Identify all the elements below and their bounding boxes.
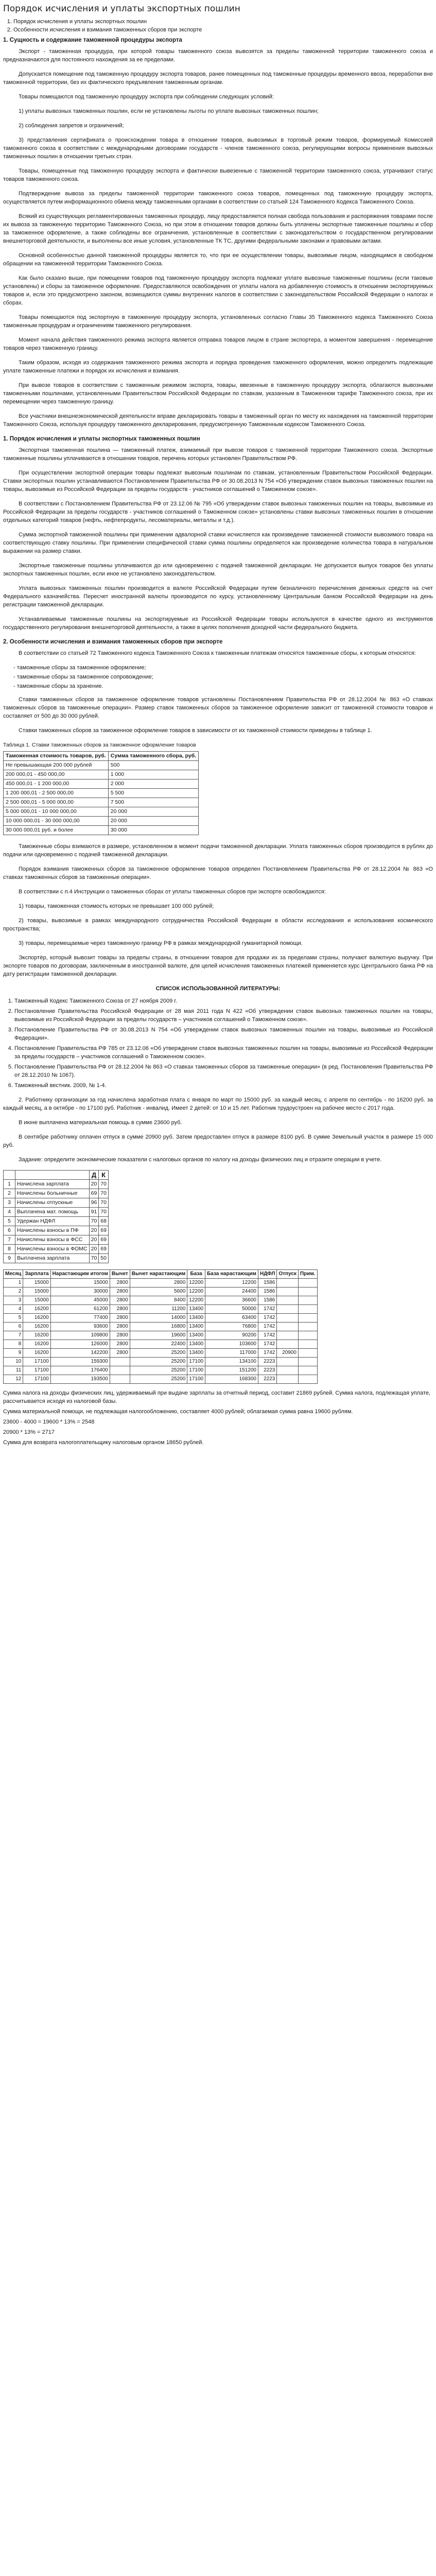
paragraph: В соответствии с п.4 Инструкции о таможенных сборах от уплаты таможенных сборов при экспорте освобождаются: (19, 889, 326, 895)
table-cell: 193500 (50, 1375, 110, 1384)
table-cell: 17100 (187, 1375, 205, 1384)
table-row (4, 779, 199, 789)
table-cell: 1 (4, 1279, 23, 1287)
table-cell: 16200 (23, 1314, 50, 1323)
table-cell: 70 (99, 1189, 109, 1198)
paragraph: 2) товары, вывозимые в рамках международного сотрудничества Российской Федерации в области исследования и использования космического пространства; (3, 918, 433, 932)
table-cell: 1742 (258, 1323, 276, 1331)
table-cell: 126000 (50, 1340, 110, 1349)
table-cell: 7 (4, 1331, 23, 1340)
table-cell (277, 1287, 299, 1296)
paragraph: Сумма экспортной таможенной пошлины при применении адвалорной ставки исчисляется как произведение таможенной стоимости вывозимого товара на соответствующую ставку пошлины. При применении специфической ставки сумма пошлины определяется как произведение количества товара в натуральном выражении на размер ставки. (3, 532, 433, 554)
table-cell (298, 1375, 317, 1384)
salary-calculation-table (3, 1269, 318, 1384)
paragraph: Таким образом, исходя из содержания таможенного режима экспорта и порядка проведения таможенного оформления, можно определить подлежащие уплате таможенные платежи и порядок их исчисления и взимания. (3, 360, 433, 374)
table-cell: 8400 (130, 1296, 187, 1305)
table-cell: 7 (4, 1235, 15, 1245)
table-cell: 76800 (205, 1323, 258, 1331)
column-header: Вычет (110, 1270, 130, 1279)
table-cell: 90200 (205, 1331, 258, 1340)
table-cell: 450 000,01 - 1 200 000,00 (4, 779, 109, 789)
table-cell: 2800 (110, 1323, 130, 1331)
table-cell: 3 (4, 1198, 15, 1208)
table-cell: Начислены отпускные (15, 1198, 90, 1208)
table-row (4, 1358, 318, 1366)
table-cell: 9 (4, 1349, 23, 1358)
paragraph: Товары помещаются под таможенную процедуру экспорта при соблюдении следующих условий: (19, 94, 274, 100)
table-cell: 1 200 000,01 - 2 500 000,00 (4, 789, 109, 798)
table-row (4, 798, 199, 807)
table-cell: 16800 (130, 1323, 187, 1331)
table-cell: 12 (4, 1375, 23, 1384)
table-cell (277, 1279, 299, 1287)
table-row (4, 1235, 109, 1245)
table-cell: 70 (89, 1254, 99, 1263)
table-row (4, 1287, 318, 1296)
table-cell: 30000 (50, 1287, 110, 1296)
paragraph: Ставки таможенных сборов за таможенное оформление товаров в зависимости от их таможенной стоимости приведены в таблице 1. (19, 727, 372, 734)
column-header: НДФЛ (258, 1270, 276, 1279)
table-cell: 69 (89, 1189, 99, 1198)
paragraph: 1) товары, таможенная стоимость которых не превышает 100 000 рублей; (19, 903, 214, 909)
toc-item[interactable]: 2. Особенности исчисления и взимания таможенных сборов при экспорте (13, 26, 433, 34)
table-cell: 61200 (50, 1305, 110, 1314)
table-cell (277, 1323, 299, 1331)
table-cell: 2223 (258, 1375, 276, 1384)
paragraph: Товары, помещенные под таможенную процедуру экспорта и фактически вывезенные с таможенной территории таможенного союза, утрачивают статус товаров таможенного союза. (3, 168, 433, 182)
table-cell: 17100 (23, 1375, 50, 1384)
table-caption: Таблица 1. Ставки таможенных сборов за таможенное оформление товаров (3, 742, 196, 748)
table-cell: 25200 (130, 1358, 187, 1366)
paragraph: При осуществлении экспортной операции товары подлежат вывозным пошлинам по ставкам, установленным Правительством Российской Федерации. Ставки экспортных пошлин устанавливаются Постановлением Правительства РФ от 30.08.2013 N 754 «Об утверждении ставок вывозных таможенных пошлин на товары, вывозимые из Российской Федерации за пределы государств - участников соглашений о Таможенном союзе». (3, 470, 433, 493)
table-cell (298, 1305, 317, 1314)
paragraph: При вывозе товаров в соответствии с таможенным режимом экспорта, товары, ввезенные в таможенную процедуру экспорта, облагаются вывозными таможенными пошлинами, установленными Правительством Российской Федерации по ставкам, указанным в Таможенном тарифе Таможенного союза, при их перемещении через таможенную границу. (3, 382, 433, 405)
table-cell (298, 1340, 317, 1349)
table-cell: 2800 (110, 1349, 130, 1358)
paragraph: Экспортные таможенные пошлины уплачиваются до или одновременно с подачей таможенной декларации. Не допускается выпуск товаров без уплаты экспортных таможенных пошлин, если иное не установлено законодательством. (3, 563, 433, 577)
table-cell: 2 000 (108, 779, 198, 789)
table-cell: 30 000 000,01 руб. и более (4, 826, 109, 835)
table-cell (298, 1366, 317, 1375)
table-row (4, 1349, 318, 1358)
table-cell (298, 1323, 317, 1331)
table-cell (298, 1287, 317, 1296)
table-cell: 12200 (187, 1296, 205, 1305)
paragraph: В сентябре работнику оплачен отпуск в сумме 20900 руб. Затем предоставлен отпуск в размере 8100 руб. В сумме Земельный участок в размере 15 000 руб. (3, 1134, 433, 1148)
table-cell: 17100 (187, 1358, 205, 1366)
table-cell: 500 (108, 761, 198, 770)
paragraph: Экспорт - таможенная процедура, при которой товары таможенного союза вывозятся за пределы таможенной территории таможенного союза и предназначаются для постоянного нахождения за ее пределами. (3, 48, 433, 63)
table-row (4, 826, 199, 835)
list-item: 5. Постановление Правительства РФ от 28.12.2004 № 863 «О ставках таможенных сборов за таможенные операции» (в ред. Постановления Правительства РФ от 28.12.2010 № 1067). (14, 1063, 433, 1079)
table-cell: 15000 (50, 1279, 110, 1287)
toc-item[interactable]: 1. Порядок исчисления и уплаты экспортных пошлин (13, 18, 433, 26)
table-cell: 12200 (187, 1279, 205, 1287)
paragraph: Таможенные сборы взимаются в размере, установленном в момент подачи таможенной декларации. Уплата таможенных сборов производится в рублях до подачи или одновременно с подачей таможенной декларации. (3, 843, 433, 858)
table-cell: 13400 (187, 1305, 205, 1314)
table-cell: 17100 (23, 1358, 50, 1366)
column-header: Вычет нарастающим (130, 1270, 187, 1279)
table-cell: 2223 (258, 1358, 276, 1366)
table-cell: 2 (4, 1287, 23, 1296)
accounting-entries-table (3, 1170, 109, 1263)
column-header: К (99, 1171, 109, 1180)
table-cell: 25200 (130, 1375, 187, 1384)
table-cell: 2800 (110, 1340, 130, 1349)
table-cell: 16200 (23, 1349, 50, 1358)
table-cell: 2800 (110, 1314, 130, 1323)
table-row (4, 1198, 109, 1208)
table-row (4, 1217, 109, 1226)
table-header-row (4, 1270, 318, 1279)
table-cell: 117000 (205, 1349, 258, 1358)
paragraph: В соответствии с Постановлением Правительства РФ от 23.12.06 № 795 «Об утверждении ставок вывозных таможенных пошлин на товары, вывозимые из Российской Федерации за пределы государств - участников соглашений о Таможенном союзе» установлены ставки вывозных таможенных пошлин в отношении отдельных категорий товаров (нефть, нефтепродукты, лесоматериалы, металлы и т.д.). (3, 501, 433, 523)
calculation-line: 23600 - 4000 = 19600 * 13% = 2548 (3, 1419, 95, 1425)
table-row (4, 1305, 318, 1314)
table-cell: 30 000 (108, 826, 198, 835)
table-cell (277, 1314, 299, 1323)
table-cell: 3 (4, 1296, 23, 1305)
table-cell: 70 (89, 1217, 99, 1226)
table-cell: 77400 (50, 1314, 110, 1323)
page-title: Порядок исчисления и уплаты экспортных пошлин (3, 4, 240, 14)
calculation-line: Сумма материальной помощи, не подлежащая налогообложению, составляет 4000 рублей; облагаемая сумма равна 19600 рублям. (3, 1409, 353, 1415)
table-cell (298, 1279, 317, 1287)
table-cell: 1 000 (108, 770, 198, 779)
table-cell: 168300 (205, 1375, 258, 1384)
paragraph: Ставки таможенных сборов за таможенное оформление товаров установлены Постановлением Правительства РФ от 28.12.2004 № 863 «О ставках таможенных сборов за таможенные операции». Размер ставок таможенных сборов за таможенное оформление зависит от таможенной стоимости товаров и составляет от 500 до 30 000 рублей. (3, 697, 433, 719)
column-header: Прим. (298, 1270, 317, 1279)
table-cell: 5 (4, 1217, 15, 1226)
table-row (4, 1180, 109, 1189)
table-cell: 15000 (23, 1287, 50, 1296)
paragraph: Уплата вывозных таможенных пошлин производится в валюте Российской Федерации путем безналичного перечисления денежных средств на счет Федерального казначейства. Пересчет иностранной валюты производится по курсу, установленному Центральным банком Российской Федерации на день регистрации таможенной декларации. (3, 585, 433, 608)
table-cell: 6 (4, 1226, 15, 1235)
table-cell: 1586 (258, 1296, 276, 1305)
section-heading: 1. Сущность и содержание таможенной процедуры экспорта (3, 37, 182, 43)
table-cell: 103600 (205, 1340, 258, 1349)
table-cell: 11200 (130, 1305, 187, 1314)
paragraph: 3) товары, перемещаемые через таможенную границу РФ в рамках международной гуманитарной помощи. (19, 940, 303, 946)
table-cell (277, 1305, 299, 1314)
table-cell: 1742 (258, 1340, 276, 1349)
table-cell: 20 000 (108, 817, 198, 826)
table-row (4, 1279, 318, 1287)
table-row (4, 807, 199, 817)
list-item: 4. Постановление Правительства РФ 785 от 23.12.06 «Об утверждении ставок вывозных таможенных пошлин на товары, вывозимые из Российской Федерации за пределы государств – участников соглашений о Таможенном союзе». (14, 1044, 433, 1061)
list-item: 6. Таможенный вестник. 2009, № 1-4. (14, 1081, 433, 1090)
table-cell (277, 1340, 299, 1349)
table-cell: 20 (89, 1180, 99, 1189)
table-cell: 1742 (258, 1305, 276, 1314)
column-header: Сумма таможенного сбора, руб. (108, 752, 198, 761)
list-item: 1. Таможенный Кодекс Таможенного Союза от 27 ноября 2009 г. (14, 997, 433, 1005)
paragraph: 2. Работнику организации за год начислена заработная плата с января по март по 15000 руб. за каждый месяц, с апреля по сентябрь - по 16200 руб. за каждый месяц, а в октябре - по 17100 руб. Работник - инвалид. Имеет 2 детей: от 10 и 15 лет. Работник трудоустроен на рабочее место с 2017 года. (3, 1097, 433, 1111)
column-header (4, 1171, 15, 1180)
table-cell: 63400 (205, 1314, 258, 1323)
table-cell: 2 500 000,01 - 5 000 000,00 (4, 798, 109, 807)
table-of-contents (13, 18, 433, 34)
table-cell: 2800 (130, 1279, 187, 1287)
table-cell: 2800 (110, 1331, 130, 1340)
table-cell: 70 (99, 1208, 109, 1217)
table-row (4, 1340, 318, 1349)
table-cell (298, 1314, 317, 1323)
table-cell: 10 (4, 1358, 23, 1366)
table-cell (298, 1358, 317, 1366)
table-cell: 50 (99, 1254, 109, 1263)
table-cell: 14000 (130, 1314, 187, 1323)
table-cell: 16200 (23, 1331, 50, 1340)
table-cell: 5600 (130, 1287, 187, 1296)
table-cell: 69 (99, 1245, 109, 1254)
table-cell: 20 (89, 1235, 99, 1245)
paragraph: Задание: определите экономические показатели с налоговых органов по налогу на доходы физических лиц и отразите операции в учете. (19, 1157, 382, 1163)
literature-list (14, 997, 433, 1090)
calculation-line: Сумма для возврата налогоплательщику налоговым органом 18650 рублей. (3, 1439, 204, 1446)
paragraph: Порядок взимания таможенных сборов за таможенное оформление товаров определен Постановлением Правительства РФ от 28.12.2004 № 863 «О ставках таможенных сборов за таможенные операции». (3, 866, 433, 880)
table-cell: 13400 (187, 1340, 205, 1349)
table-cell: 2800 (110, 1296, 130, 1305)
table-cell (277, 1331, 299, 1340)
paragraph: Подтверждение вывоза за пределы таможенной территории таможенного союза товаров, помещенных под таможенную процедуру экспорта, осуществляется путем информационного обмена между таможенными органами в соответствии со статьей 124 Таможенного Кодекса Таможенного Союза. (3, 191, 433, 205)
paragraph: 2) соблюдения запретов и ограничений; (19, 123, 124, 129)
table-cell: 12200 (187, 1287, 205, 1296)
table-cell (277, 1366, 299, 1375)
table-cell: 25200 (130, 1349, 187, 1358)
table-cell: 5 (4, 1314, 23, 1323)
list-item: - таможенные сборы за таможенное сопровождение; (13, 674, 153, 680)
table-row (4, 770, 199, 779)
table-cell: 8 (4, 1340, 23, 1349)
table-row (4, 1189, 109, 1198)
list-item: - таможенные сборы за хранение. (13, 683, 103, 689)
column-header: Д (89, 1171, 99, 1180)
paragraph: Экспортёр, который вывозит товары за пределы страны, в отношении товаров для продажи их за пределами страны, получают валютную выручку. При экспорте товаров по договорам, заключенным в иностранной валюте, для целей исчисления таможенных платежей применяется курс Центрального банка РФ на дату регистрации таможенной декларации. (3, 955, 433, 977)
column-header: Нарастающим итогом (50, 1270, 110, 1279)
table-cell: 16200 (23, 1340, 50, 1349)
table-cell: 5 500 (108, 789, 198, 798)
table-cell: 15000 (23, 1279, 50, 1287)
column-header: Месяц (4, 1270, 23, 1279)
table-cell: Начислены взносы в ФОМС (15, 1245, 90, 1254)
table-row (4, 1226, 109, 1235)
table-row (4, 1323, 318, 1331)
table-cell (298, 1349, 317, 1358)
table-cell: 13400 (187, 1323, 205, 1331)
table-cell: 4 (4, 1305, 23, 1314)
table-cell: 20 (89, 1226, 99, 1235)
customs-fee-table (3, 751, 199, 835)
table-row (4, 1375, 318, 1384)
table-row (4, 761, 199, 770)
table-cell: 68 (99, 1217, 109, 1226)
table-cell: 70 (99, 1198, 109, 1208)
table-cell: 16200 (23, 1305, 50, 1314)
list-item: - таможенные сборы за таможенное оформление; (13, 665, 146, 671)
table-row (4, 1208, 109, 1217)
table-cell: 15000 (23, 1296, 50, 1305)
table-cell: 151200 (205, 1366, 258, 1375)
table-cell (277, 1358, 299, 1366)
column-header: Таможенная стоимость товаров, руб. (4, 752, 109, 761)
table-cell: 24400 (205, 1287, 258, 1296)
table-cell: 142200 (50, 1349, 110, 1358)
table-cell: Начислены взносы в ПФ (15, 1226, 90, 1235)
table-cell: 1742 (258, 1314, 276, 1323)
table-cell (277, 1375, 299, 1384)
table-cell: 159300 (50, 1358, 110, 1366)
table-cell: 4 (4, 1208, 15, 1217)
paragraph: Всякий из существующих регламентированных таможенных процедур, лицу предоставляется полная свобода пользования и распоряжения товарами после их вывоза за таможенную территорию Таможенного Союза, но при этом в отношении товаров должны быть уплачены экспортные таможенные пошлины и сбор за таможенное оформление, а также соблюдены все ограничения, установленные в соответствии с законодательством о государственном регулировании внешнеторговой деятельности, и выполнены все иные условия, установленные ТК ТС, другими федеральными законами и правовыми актами. (3, 213, 433, 244)
table-cell: 25200 (130, 1366, 187, 1375)
column-header (15, 1171, 90, 1180)
table-cell: 20 (89, 1245, 99, 1254)
table-cell (298, 1331, 317, 1340)
table-cell: 96 (89, 1198, 99, 1208)
table-cell: 1742 (258, 1331, 276, 1340)
table-cell: 13400 (187, 1314, 205, 1323)
table-cell: 22400 (130, 1340, 187, 1349)
table-cell: Не превышающая 200 000 рублей (4, 761, 109, 770)
table-cell: 11 (4, 1366, 23, 1375)
table-cell: 176400 (50, 1366, 110, 1375)
paragraph: Товары помещаются под экспортную в таможенную процедуру экспорта, установленных согласно Главы 35 Таможенного кодекса Таможенного Союза таможенным процедурам и ограничениям таможенного регулирования. (3, 314, 433, 329)
table-cell: 69 (99, 1235, 109, 1245)
table-cell: 8 (4, 1245, 15, 1254)
table-cell: 45000 (50, 1296, 110, 1305)
table-header-row (4, 752, 199, 761)
table-cell: Выплачена мат. помощь (15, 1208, 90, 1217)
paragraph: Основной особенностью данной таможенной процедуры является то, что при ее осуществлении товары, вывозимые лицом, находящимся в свободном обращении на таможенной территории Таможенного Союза. (3, 252, 433, 267)
table-header-row (4, 1171, 109, 1180)
table-cell: Выплачена зарплата (15, 1254, 90, 1263)
table-cell: 50000 (205, 1305, 258, 1314)
table-cell: 16200 (23, 1323, 50, 1331)
list-item: 3. Постановление Правительства РФ от 30.08.2013 N 754 «Об утверждении ставок вывозных таможенных пошлин на товары, вывозимые из Российской Федерации». (14, 1026, 433, 1042)
column-header: Зарплата (23, 1270, 50, 1279)
table-cell: Удержан НДФЛ (15, 1217, 90, 1226)
table-cell: 13400 (187, 1349, 205, 1358)
table-cell: 10 000 000,01 - 30 000 000,00 (4, 817, 109, 826)
table-row (4, 1331, 318, 1340)
table-cell: 20900 (277, 1349, 299, 1358)
table-cell: 69 (99, 1226, 109, 1235)
table-cell: 6 (4, 1323, 23, 1331)
table-row (4, 817, 199, 826)
table-cell: Начислены больничные (15, 1189, 90, 1198)
table-cell: 2800 (110, 1279, 130, 1287)
table-cell: Начислена зарплата (15, 1180, 90, 1189)
table-cell: 93600 (50, 1323, 110, 1331)
table-cell: 13400 (187, 1331, 205, 1340)
paragraph: Как было сказано выше, при помещении товаров под таможенную процедуру экспорта подлежат уплате вывозные таможенные пошлины (если таковые установлены) и сборы за таможенное оформление. Предоставляются освобождения от уплаты налога на добавленную стоимость в отношении экспортируемых товаров и, если это предусмотрено законом, возмещаются суммы внутренних налогов в соответствии с законодательством Российской Федерации о налогах и сборах. (3, 275, 433, 306)
table-row (4, 789, 199, 798)
table-cell: 2800 (110, 1305, 130, 1314)
table-cell: 134100 (205, 1358, 258, 1366)
column-header: База (187, 1270, 205, 1279)
paragraph: Устанавливаемые таможенные пошлины на экспортируемые из Российской Федерации товары используются в качестве одного из инструментов государственного регулирования внешнеторговой деятельности, а также в целях пополнения доходной части федерального бюджета. (3, 616, 433, 631)
paragraph: 3) представления сертификата о происхождении товара в отношении товаров, вывозимых в торговый режим товаров, формируемый Комиссией таможенного союза в соответствии с международными договорами государств - членов таможенного союза, регулирующими вопросы применения вывозных таможенных пошлин в отношении третьих стран. (3, 137, 433, 160)
table-cell: 12200 (205, 1279, 258, 1287)
paragraph: Все участники внешнеэкономической деятельности вправе декларировать товары в таможенный орган по месту их нахождения на таможенной территории Таможенного Союза, используя процедуру таможенного декларирования, предусмотренную Таможенным кодексом Таможенного Союза. (3, 413, 433, 428)
salary-table-body (4, 1279, 318, 1384)
table-cell: 17100 (23, 1366, 50, 1375)
section-heading: 1. Порядок исчисления и уплаты экспортных таможенных пошлин (3, 436, 200, 442)
table-cell: 20 000 (108, 807, 198, 817)
table-row (4, 1296, 318, 1305)
table-cell: 5 000 000,01 - 10 000 000,00 (4, 807, 109, 817)
paragraph: В соответствии со статьей 72 Таможенного кодекса Таможенного Союза к таможенным платежам относятся таможенные сборы, к которым относятся: (19, 650, 416, 656)
table-cell (110, 1366, 130, 1375)
column-header: Отпуск (277, 1270, 299, 1279)
table-cell: 2800 (110, 1287, 130, 1296)
table-cell (110, 1358, 130, 1366)
table-cell: 19600 (130, 1331, 187, 1340)
list-item: 2. Постановление Правительства Российской Федерации от 28 мая 2011 года N 422 «Об утверждении ставок вывозных таможенных пошлин на товары, вывозимые из Российской Федерации за пределы государств – участников соглашений о Таможенном союзе». (14, 1007, 433, 1024)
literature-heading: СПИСОК ИСПОЛЬЗОВАННОЙ ЛИТЕРАТУРЫ: (155, 986, 281, 992)
table-cell: 1586 (258, 1287, 276, 1296)
table-cell (110, 1375, 130, 1384)
table-cell (298, 1296, 317, 1305)
table-cell: 1742 (258, 1349, 276, 1358)
table-cell: 9 (4, 1254, 15, 1263)
table-cell (277, 1296, 299, 1305)
calculation-line: Сумма налога на доходы физических лиц, удерживаемый при выдаче зарплаты за отчетный период, составит 21869 рублей. Сумма налога, подлежащая уплате, рассчитывается исходя из налоговой базы. (3, 1390, 431, 1404)
paragraph: Момент начала действия таможенного режима экспорта является отправка товаров лицом в стране экспортера, а моментом завершения - перемещение товаров через таможенную границу. (3, 337, 433, 351)
paragraph: Экспортная таможенная пошлина — таможенный платеж, взимаемый при вывозе товаров с таможенной территории Таможенного союза. Экспортные таможенные пошлины уплачиваются в отношении товаров, перечень которых установлен Правительством РФ. (3, 447, 433, 462)
table-cell: 200 000,01 - 450 000,00 (4, 770, 109, 779)
table-cell: 2 (4, 1189, 15, 1198)
table-cell: Начислены взносы в ФСС (15, 1235, 90, 1245)
calculation-line: 20900 * 13% = 2717 (3, 1429, 55, 1435)
fees-list (13, 664, 433, 690)
paragraph: 1) уплаты вывозных таможенных пошлин, если не установлены льготы по уплате вывозных таможенных пошлин; (19, 108, 319, 114)
table-cell: 7 500 (108, 798, 198, 807)
table-cell: 1586 (258, 1279, 276, 1287)
table-cell: 109800 (50, 1331, 110, 1340)
table-cell: 1 (4, 1180, 15, 1189)
section-heading: 2. Особенности исчисления и взимания таможенных сборов при экспорте (3, 639, 223, 645)
table-cell: 2223 (258, 1366, 276, 1375)
table-cell: 17100 (187, 1366, 205, 1375)
paragraph: Допускается помещение под таможенную процедуру экспорта товаров, ранее помещенных под таможенные процедуры временного ввоза, переработки вне таможенной территории, без их фактического предъявления таможенным органам. (3, 71, 433, 86)
paragraph: В июне выплачена материальная помощь в сумме 23600 руб. (19, 1120, 182, 1126)
table-row (4, 1245, 109, 1254)
table-row (4, 1366, 318, 1375)
table-row (4, 1254, 109, 1263)
table-cell: 70 (99, 1180, 109, 1189)
table-cell: 36600 (205, 1296, 258, 1305)
table-row (4, 1314, 318, 1323)
table-cell: 91 (89, 1208, 99, 1217)
column-header: База нарастающим (205, 1270, 258, 1279)
